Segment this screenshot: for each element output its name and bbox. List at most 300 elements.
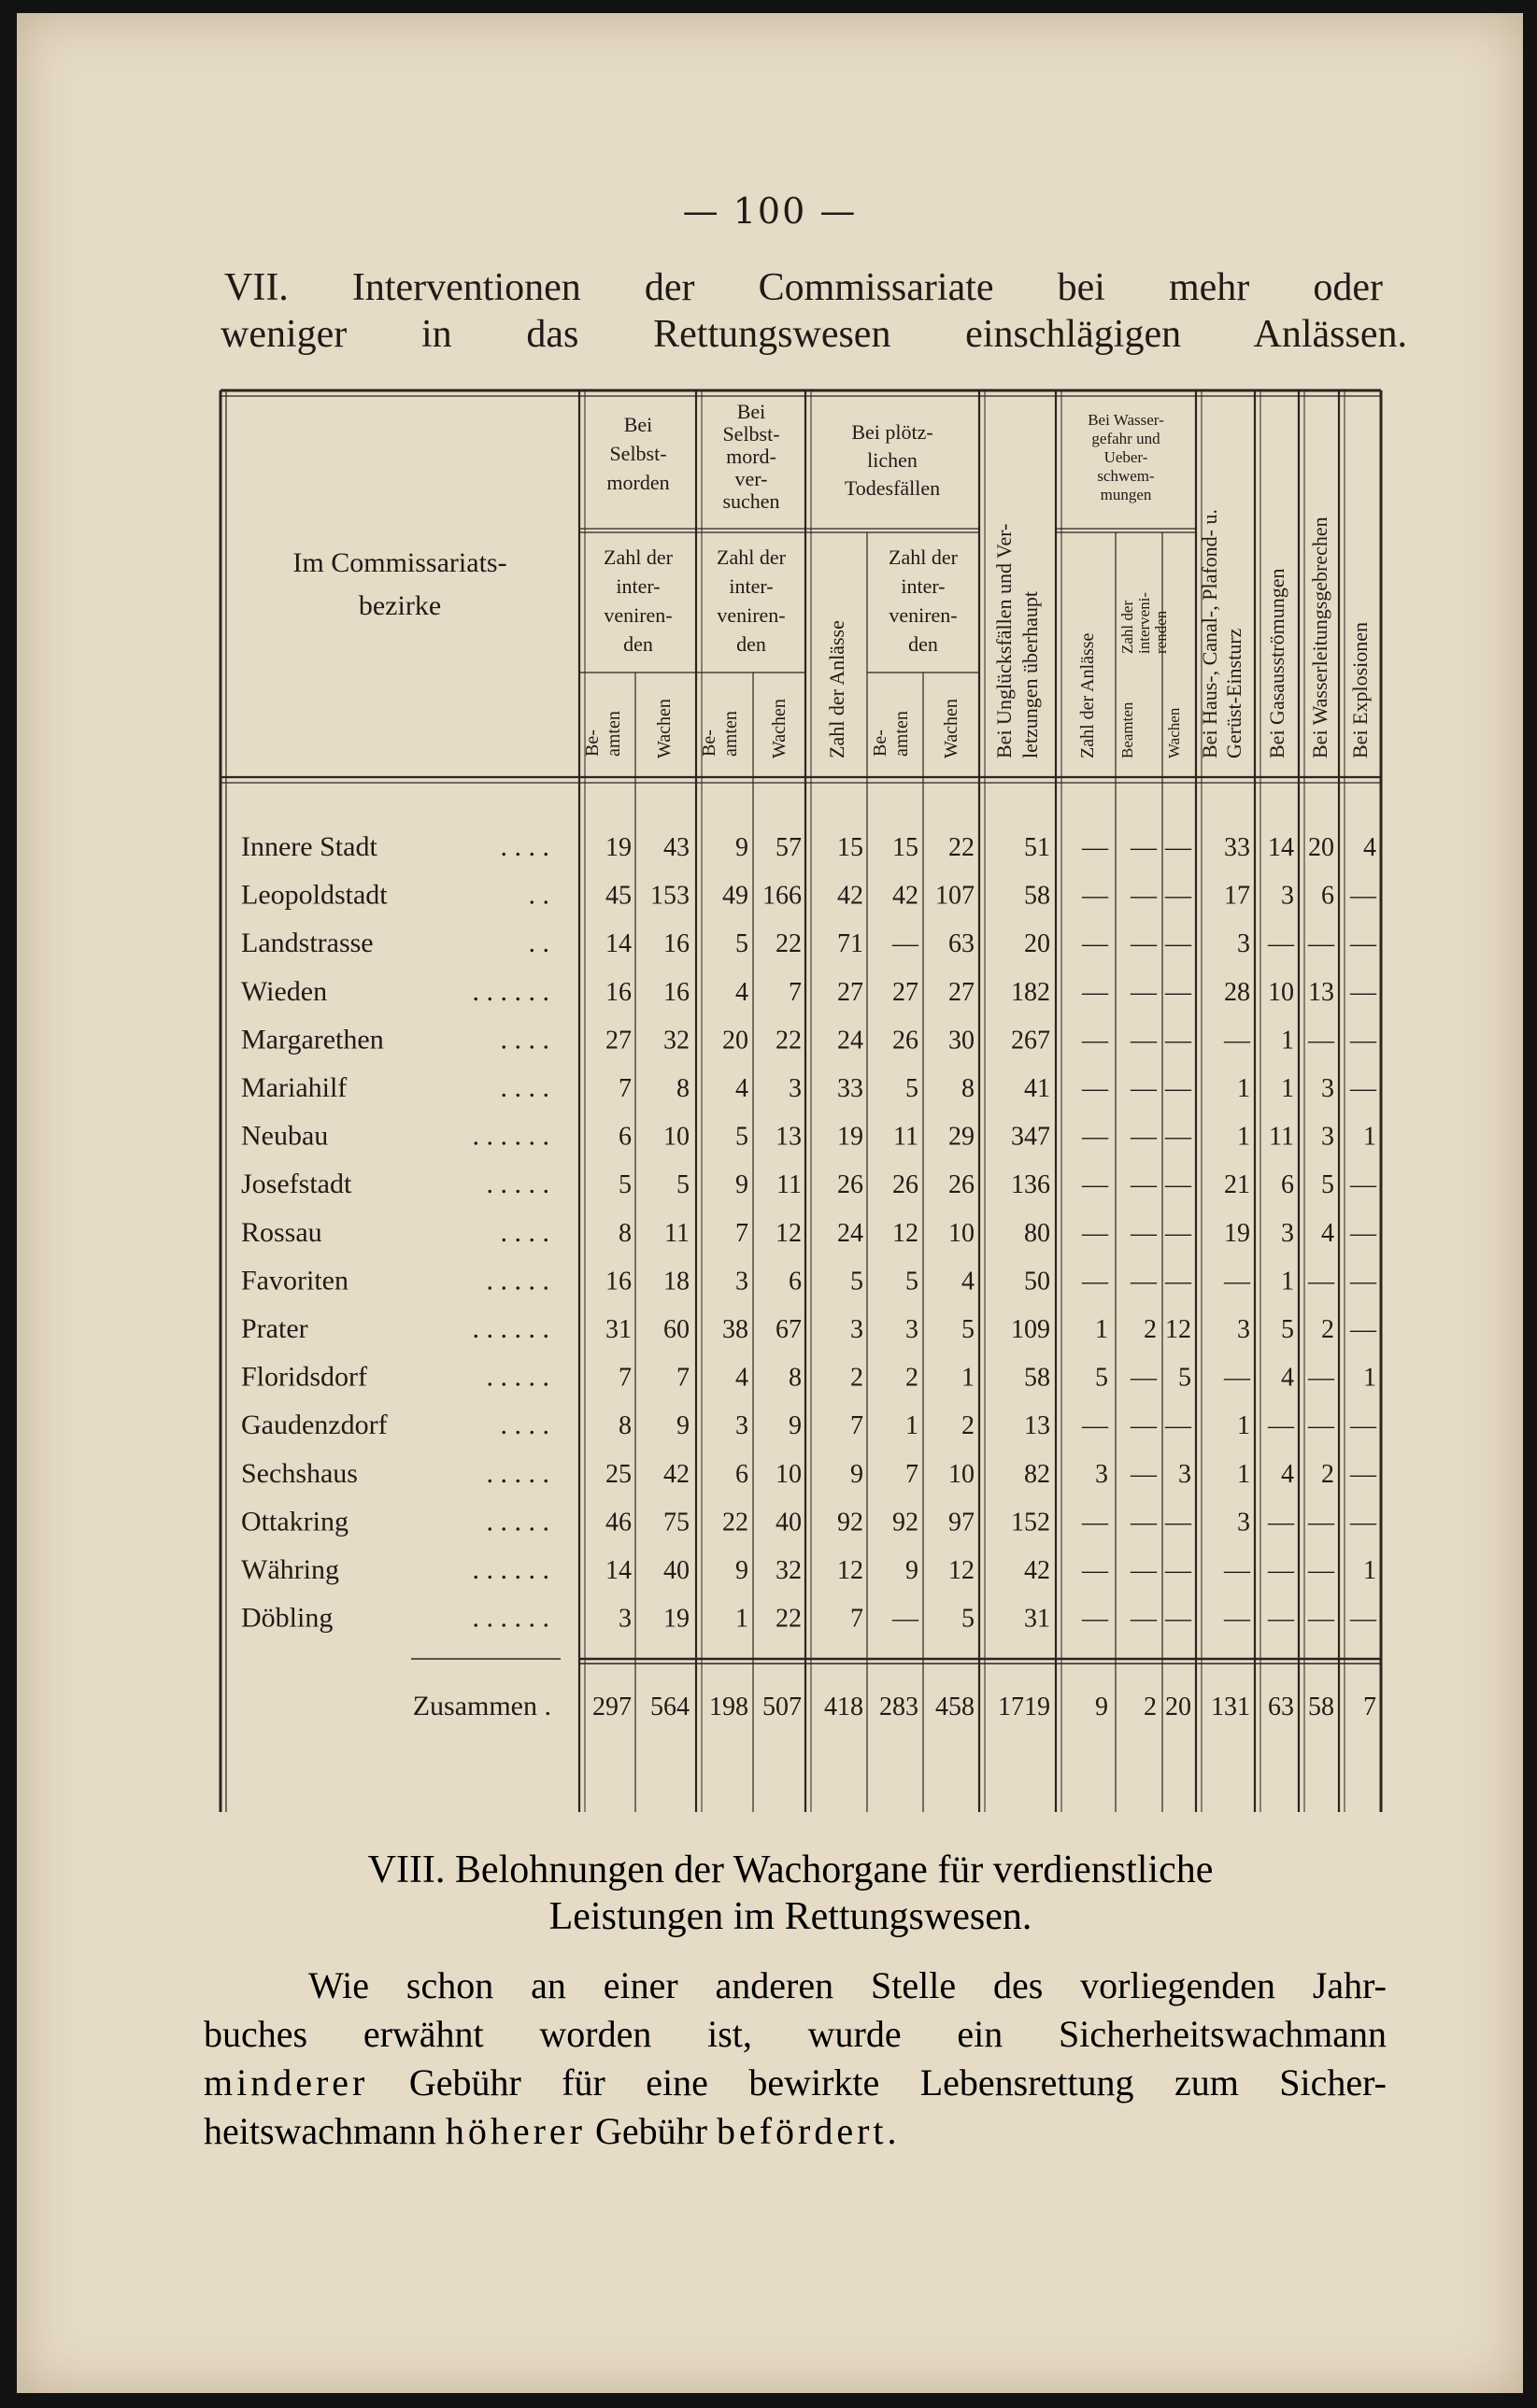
- table-cell: 166: [762, 881, 802, 911]
- header-beamten: Be-: [582, 729, 603, 757]
- table-cell: —: [1131, 833, 1157, 862]
- table-cell: 7: [789, 977, 802, 1007]
- table-cell: —: [1131, 1459, 1157, 1489]
- district-name: Währing: [241, 1554, 339, 1585]
- table-cell: 42: [663, 1459, 690, 1489]
- header-zahl-intervenirenden: veniren-: [604, 603, 673, 627]
- table-cell: 51: [1024, 833, 1050, 862]
- leader-dots: . . . . . .: [472, 1313, 549, 1344]
- table-cell: 15: [892, 833, 918, 862]
- table-cell: 40: [776, 1508, 802, 1537]
- table-cell: 5: [850, 1267, 863, 1296]
- table-cell: 109: [1011, 1315, 1050, 1344]
- table-cell: —: [1350, 881, 1376, 911]
- table-cell: 7: [735, 1218, 748, 1248]
- total-cell: 418: [824, 1693, 863, 1721]
- table-cell: 5: [1095, 1363, 1108, 1393]
- table-row: [241, 1265, 1377, 1296]
- table-cell: 8: [789, 1363, 802, 1393]
- table-cell: 5: [905, 1074, 918, 1103]
- header-beamten: Beamten: [1118, 701, 1136, 758]
- header-todesfaelle: Todesfällen: [844, 476, 941, 500]
- table-cell: 1: [1281, 1267, 1294, 1296]
- header-unglueck: letzungen überhaupt: [1018, 591, 1042, 758]
- header-zahl-intervenirenden: Zahl der: [1118, 600, 1136, 654]
- district-name: Prater: [241, 1313, 308, 1344]
- leader-dots: . . . .: [500, 1216, 549, 1248]
- table-cell: 1: [1095, 1315, 1108, 1344]
- table-cell: 11: [893, 1122, 918, 1152]
- table-cell: 40: [663, 1556, 690, 1585]
- table-cell: 1: [905, 1411, 918, 1441]
- table-cell: —: [1082, 1267, 1108, 1296]
- table-cell: 8: [961, 1074, 975, 1103]
- table-cell: —: [1350, 1218, 1376, 1248]
- paragraph-line-3: [204, 2059, 1387, 2107]
- header-zahl-der-anlaesse: Zahl der Anlässe: [825, 620, 848, 758]
- header-zahl-intervenirenden: Zahl der: [717, 545, 786, 569]
- table-cell: 19: [837, 1122, 863, 1152]
- paragraph-line-3-rest: Gebühr für eine bewirkte Lebensrettung zum Sicher-: [368, 2061, 1387, 2103]
- table-cell: —: [1131, 1170, 1157, 1200]
- table-cell: 10: [663, 1122, 690, 1152]
- total-cell: 131: [1211, 1693, 1250, 1721]
- leader-dots: . . . . . .: [472, 1554, 549, 1585]
- table-cell: 3: [1321, 1122, 1334, 1152]
- table-cell: —: [1131, 881, 1157, 911]
- table-cell: —: [1131, 977, 1157, 1007]
- table-cell: 92: [837, 1508, 863, 1537]
- total-cell: 9: [1095, 1693, 1108, 1721]
- table-cell: —: [1082, 1218, 1108, 1248]
- table-cell: 29: [948, 1122, 975, 1152]
- table-cell: 12: [776, 1218, 802, 1248]
- total-cell: 1719: [998, 1693, 1050, 1721]
- table-cell: 9: [789, 1411, 802, 1441]
- table-cell: 8: [619, 1411, 632, 1441]
- header-haus-einsturz: Bei Haus-, Canal-, Plafond- u.: [1198, 509, 1221, 758]
- table-row: [241, 1554, 1376, 1585]
- paragraph-line-4-mid: Gebühr: [585, 2110, 717, 2152]
- table-cell: —: [1165, 977, 1191, 1007]
- table-cell: —: [892, 1604, 918, 1634]
- table-cell: —: [1308, 1508, 1334, 1537]
- district-name: Mariahilf: [241, 1072, 348, 1103]
- table-cell: —: [1308, 1267, 1334, 1296]
- header-wassergefahr: Ueber-: [1103, 448, 1148, 466]
- table-cell: 1: [1281, 1074, 1294, 1103]
- header-beamten: Be-: [699, 729, 719, 757]
- table-cell: —: [1165, 1218, 1191, 1248]
- table-cell: —: [1131, 1411, 1157, 1441]
- table-cell: 3: [735, 1267, 748, 1296]
- table-cell: 26: [892, 1170, 918, 1200]
- total-cell: 63: [1268, 1693, 1294, 1721]
- leader-dots: . . . . .: [486, 1265, 549, 1296]
- header-zahl-intervenirenden: den: [736, 632, 766, 656]
- paragraph-line-4-start: heitswachmann: [204, 2110, 446, 2152]
- table-cell: 1: [1237, 1459, 1250, 1489]
- table-cell: 107: [935, 881, 975, 911]
- table-cell: 5: [1281, 1315, 1294, 1344]
- table-cell: 16: [605, 977, 632, 1007]
- header-zahl-intervenirenden: inter-: [616, 574, 661, 598]
- district-name: Favoriten: [241, 1265, 349, 1296]
- table-cell: —: [1165, 1122, 1191, 1152]
- table-cell: —: [1131, 1556, 1157, 1585]
- table-cell: 3: [1237, 929, 1250, 959]
- total-cell: 297: [592, 1693, 632, 1721]
- table-cell: 3: [1178, 1459, 1191, 1489]
- table-cell: 3: [1095, 1459, 1108, 1489]
- table-cell: 9: [850, 1459, 863, 1489]
- table-cell: 32: [776, 1556, 802, 1585]
- table-cell: 33: [837, 1074, 863, 1103]
- table-cell: 8: [676, 1074, 690, 1103]
- district-name: Ottakring: [241, 1506, 349, 1537]
- table-cell: —: [1308, 1363, 1334, 1393]
- table-cell: —: [1268, 1604, 1294, 1634]
- header-wachen: Wachen: [941, 699, 961, 758]
- table-cell: —: [1268, 929, 1294, 959]
- table-cell: 6: [735, 1459, 748, 1489]
- header-zahl-intervenirenden: renden: [1152, 610, 1170, 654]
- header-todesfaelle: lichen: [867, 448, 918, 472]
- table-cell: 8: [619, 1218, 632, 1248]
- header-wachen: Wachen: [1165, 707, 1183, 758]
- table-cell: —: [1350, 977, 1376, 1007]
- table-cell: 27: [948, 977, 975, 1007]
- district-name: Josefstadt: [241, 1169, 352, 1200]
- header-selbstmorde: Selbst-: [609, 442, 667, 465]
- leader-dots: . . . .: [500, 1072, 549, 1103]
- table-cell: 1: [1363, 1363, 1376, 1393]
- table-cell: 22: [722, 1508, 748, 1537]
- district-name: Neubau: [241, 1120, 329, 1152]
- table-cell: —: [1131, 1122, 1157, 1152]
- table-cell: 49: [722, 881, 748, 911]
- total-label: Zusammen .: [412, 1691, 551, 1721]
- header-selbstmorde: Bei: [623, 413, 653, 436]
- header-wachen: Wachen: [769, 699, 790, 758]
- leader-dots: . . . .: [500, 1409, 549, 1441]
- table-cell: 50: [1024, 1267, 1050, 1296]
- spaced-word-hoeherer: höherer: [445, 2110, 586, 2152]
- table-cell: 45: [605, 881, 632, 911]
- header-selbstmordversuche: mord-: [726, 445, 776, 468]
- table-cell: —: [1131, 1363, 1157, 1393]
- header-selbstmorde: morden: [606, 471, 670, 494]
- table-cell: 4: [735, 977, 748, 1007]
- table-cell: 1: [1363, 1556, 1376, 1585]
- section-8-title-line-1: VIII. Belohnungen der Wachorgane für verdienstliche: [367, 1848, 1214, 1891]
- table-cell: —: [1082, 1122, 1108, 1152]
- section-7-title-line-1: VII. Interventionen der Commissariate bei mehr oder: [224, 266, 1383, 309]
- table-cell: —: [1350, 1170, 1376, 1200]
- table-cell: 4: [1281, 1363, 1294, 1393]
- leader-dots: . .: [528, 879, 549, 911]
- leader-dots: . . . . .: [486, 1457, 549, 1489]
- table-cell: —: [1165, 1411, 1191, 1441]
- table-row: [241, 1024, 1377, 1055]
- table-cell: 15: [837, 833, 863, 862]
- table-row: [241, 1121, 1376, 1152]
- header-beamten: amten: [720, 711, 741, 757]
- table-cell: —: [1165, 1170, 1191, 1200]
- table-cell: 267: [1011, 1026, 1050, 1055]
- table-cell: 4: [1281, 1459, 1294, 1489]
- table-cell: 6: [1281, 1170, 1294, 1200]
- table-cell: 2: [1321, 1315, 1334, 1344]
- table-cell: —: [1131, 1026, 1157, 1055]
- table-cell: 9: [735, 833, 748, 862]
- total-cell: 507: [762, 1693, 802, 1721]
- district-name: Döbling: [241, 1602, 334, 1634]
- table-cell: —: [1165, 929, 1191, 959]
- table-cell: 2: [850, 1363, 863, 1393]
- header-wasserleitungsgebrechen: Bei Wasserleitungsgebrechen: [1308, 517, 1331, 758]
- table-cell: 5: [676, 1170, 690, 1200]
- header-zahl-intervenirenden: veniren-: [889, 603, 958, 627]
- header-wassergefahr: gefahr und: [1091, 430, 1160, 447]
- table-cell: —: [1308, 929, 1334, 959]
- table-cell: 5: [961, 1604, 975, 1634]
- leader-dots: . . . .: [500, 1024, 549, 1055]
- table-cell: 32: [663, 1026, 690, 1055]
- table-cell: 4: [735, 1074, 748, 1103]
- table-row: [241, 928, 1377, 958]
- table-cell: 3: [905, 1315, 918, 1344]
- table-cell: 12: [892, 1218, 918, 1248]
- total-cell: 564: [650, 1693, 690, 1721]
- total-cell: 7: [1363, 1693, 1376, 1721]
- table-cell: 5: [961, 1315, 975, 1344]
- table-cell: 6: [789, 1267, 802, 1296]
- header-zahl-intervenirenden: Zahl der: [889, 545, 958, 569]
- paragraph-line-4: [204, 2107, 1387, 2156]
- table-cell: 3: [735, 1411, 748, 1441]
- table-cell: —: [1224, 1604, 1250, 1634]
- table-cell: —: [1082, 1074, 1108, 1103]
- header-zahl-der-anlaesse: Zahl der Anlässe: [1077, 632, 1098, 758]
- district-name: Gaudenzdorf: [241, 1409, 388, 1441]
- table-cell: —: [1131, 1267, 1157, 1296]
- table-cell: 22: [948, 833, 975, 862]
- table-cell: 42: [892, 881, 918, 911]
- table-cell: 26: [837, 1170, 863, 1200]
- table-cell: 7: [619, 1074, 632, 1103]
- table-cell: —: [1082, 1170, 1108, 1200]
- table-cell: 7: [905, 1459, 918, 1489]
- table-cell: 3: [1281, 1218, 1294, 1248]
- table-cell: 27: [837, 977, 863, 1007]
- table-cell: 3: [850, 1315, 863, 1344]
- table-cell: 136: [1011, 1170, 1050, 1200]
- table-cell: 16: [605, 1267, 632, 1296]
- total-cell: 458: [935, 1693, 975, 1721]
- table-cell: 58: [1024, 881, 1050, 911]
- header-wassergefahr: Bei Wasser-: [1088, 411, 1164, 429]
- header-selbstmordversuche: suchen: [722, 489, 780, 513]
- table-cell: —: [1224, 1556, 1250, 1585]
- header-zahl-intervenirenden: interveni-: [1135, 591, 1153, 654]
- table-cell: 12: [837, 1556, 863, 1585]
- header-wachen: Wachen: [654, 699, 675, 758]
- table-cell: 17: [1224, 881, 1250, 911]
- table-cell: —: [1224, 1026, 1250, 1055]
- header-selbstmordversuche: Selbst-: [722, 422, 780, 446]
- header-zahl-intervenirenden: Zahl der: [604, 545, 673, 569]
- table-cell: —: [1308, 1604, 1334, 1634]
- table-cell: —: [1131, 1604, 1157, 1634]
- table-cell: 9: [676, 1411, 690, 1441]
- leader-dots: . . . . .: [486, 1361, 549, 1393]
- table-cell: 25: [605, 1459, 632, 1489]
- table-cell: 9: [905, 1556, 918, 1585]
- table-cell: 9: [735, 1170, 748, 1200]
- table-cell: 20: [722, 1026, 748, 1055]
- table-cell: 57: [776, 833, 802, 862]
- header-selbstmordversuche: Bei: [736, 400, 766, 423]
- table-cell: 3: [1237, 1508, 1250, 1537]
- table-row: [241, 1362, 1376, 1393]
- table-cell: 75: [663, 1508, 690, 1537]
- table-cell: 38: [722, 1315, 748, 1344]
- table-row: [241, 831, 1376, 862]
- page-number: — 100 —: [682, 191, 858, 232]
- table-row: [241, 1506, 1377, 1537]
- section-8-paragraph: [204, 1962, 1387, 2156]
- table-cell: —: [1082, 1604, 1108, 1634]
- district-name: Floridsdorf: [241, 1361, 367, 1393]
- table-cell: 7: [619, 1363, 632, 1393]
- table-row: [241, 976, 1377, 1007]
- table-cell: —: [1350, 1459, 1376, 1489]
- table-cell: 7: [850, 1411, 863, 1441]
- table-cell: 27: [605, 1026, 632, 1055]
- table-cell: 2: [961, 1411, 975, 1441]
- table-cell: 24: [837, 1218, 863, 1248]
- table-cell: 6: [1321, 881, 1334, 911]
- table-cell: —: [1165, 881, 1191, 911]
- section-8-title-line-2: Leistungen im Rettungswesen.: [548, 1895, 1032, 1938]
- table-cell: 58: [1024, 1363, 1050, 1393]
- table-cell: 10: [948, 1459, 975, 1489]
- table-cell: 11: [664, 1218, 690, 1248]
- table-cell: 13: [776, 1122, 802, 1152]
- table-cell: 4: [735, 1363, 748, 1393]
- table-cell: 11: [1269, 1122, 1294, 1152]
- table-cell: 16: [663, 929, 690, 959]
- table-cell: 43: [663, 833, 690, 862]
- table-cell: —: [1165, 1074, 1191, 1103]
- district-name: Rossau: [241, 1216, 322, 1248]
- table-cell: —: [1082, 977, 1108, 1007]
- table-cell: —: [1350, 1026, 1376, 1055]
- table-cell: 182: [1011, 977, 1050, 1007]
- table-cell: —: [1082, 833, 1108, 862]
- table-cell: 30: [948, 1026, 975, 1055]
- district-name: Leopoldstadt: [241, 879, 388, 911]
- total-cell: 58: [1308, 1693, 1334, 1721]
- table-cell: 13: [1308, 977, 1334, 1007]
- table-cell: 14: [1268, 833, 1294, 862]
- table-cell: 21: [1224, 1170, 1250, 1200]
- table-cell: —: [1308, 1411, 1334, 1441]
- table-cell: 3: [619, 1604, 632, 1634]
- table-cell: 16: [663, 977, 690, 1007]
- table-cell: 67: [776, 1315, 802, 1344]
- table-row: [241, 1072, 1377, 1103]
- table-cell: 12: [948, 1556, 975, 1585]
- header-beamten: Be-: [870, 729, 890, 757]
- table-cell: 10: [948, 1218, 975, 1248]
- total-cell: 20: [1165, 1693, 1191, 1721]
- table-cell: 1: [1363, 1122, 1376, 1152]
- table-cell: 6: [619, 1122, 632, 1152]
- paragraph-line-1: Wie schon an einer anderen Stelle des vorliegenden Jahr-: [308, 1964, 1387, 2006]
- header-zahl-intervenirenden: inter-: [901, 574, 946, 598]
- table-cell: 4: [1363, 833, 1376, 862]
- table-cell: 19: [663, 1604, 690, 1634]
- table-cell: 2: [905, 1363, 918, 1393]
- table-cell: —: [892, 929, 918, 959]
- table-cell: 4: [1321, 1218, 1334, 1248]
- table-cell: 1: [1237, 1074, 1250, 1103]
- leader-dots: . .: [528, 928, 549, 959]
- table-cell: —: [1082, 1026, 1108, 1055]
- table-row: [241, 1409, 1377, 1440]
- leader-dots: . . . . . .: [472, 1602, 549, 1634]
- district-name: Sechshaus: [241, 1457, 358, 1489]
- table-cell: 28: [1224, 977, 1250, 1007]
- total-cell: 2: [1144, 1693, 1157, 1721]
- district-header-line-1: Im Commissariats-: [292, 547, 507, 578]
- table-cell: 5: [905, 1267, 918, 1296]
- table-cell: 63: [948, 929, 975, 959]
- district-header-line-2: bezirke: [358, 590, 442, 621]
- table-cell: —: [1350, 929, 1376, 959]
- table-cell: 347: [1011, 1122, 1050, 1152]
- table-cell: 3: [1281, 881, 1294, 911]
- table-row: [241, 880, 1377, 911]
- header-beamten: amten: [891, 711, 912, 757]
- table-cell: —: [1082, 929, 1108, 959]
- total-cell: 198: [709, 1693, 748, 1721]
- table-cell: 19: [605, 833, 632, 862]
- table-cell: 11: [776, 1170, 802, 1200]
- table-cell: 4: [961, 1267, 975, 1296]
- table-cell: 5: [735, 929, 748, 959]
- table-row: [241, 1313, 1377, 1344]
- table-cell: 42: [1024, 1556, 1050, 1585]
- table-cell: 3: [789, 1074, 802, 1103]
- table-cell: 5: [619, 1170, 632, 1200]
- district-name: Innere Stadt: [241, 831, 377, 862]
- table-cell: 41: [1024, 1074, 1050, 1103]
- table-cell: 97: [948, 1508, 975, 1537]
- total-cell: 283: [879, 1693, 918, 1721]
- table-cell: —: [1165, 1267, 1191, 1296]
- table-cell: 3: [1237, 1315, 1250, 1344]
- leader-dots: . . . . . .: [472, 1120, 549, 1152]
- table-cell: 5: [1178, 1363, 1191, 1393]
- table-cell: 92: [892, 1508, 918, 1537]
- table-cell: —: [1268, 1556, 1294, 1585]
- header-todesfaelle: Bei plötz-: [851, 420, 933, 444]
- table-row: [241, 1169, 1377, 1199]
- table-cell: 152: [1011, 1508, 1050, 1537]
